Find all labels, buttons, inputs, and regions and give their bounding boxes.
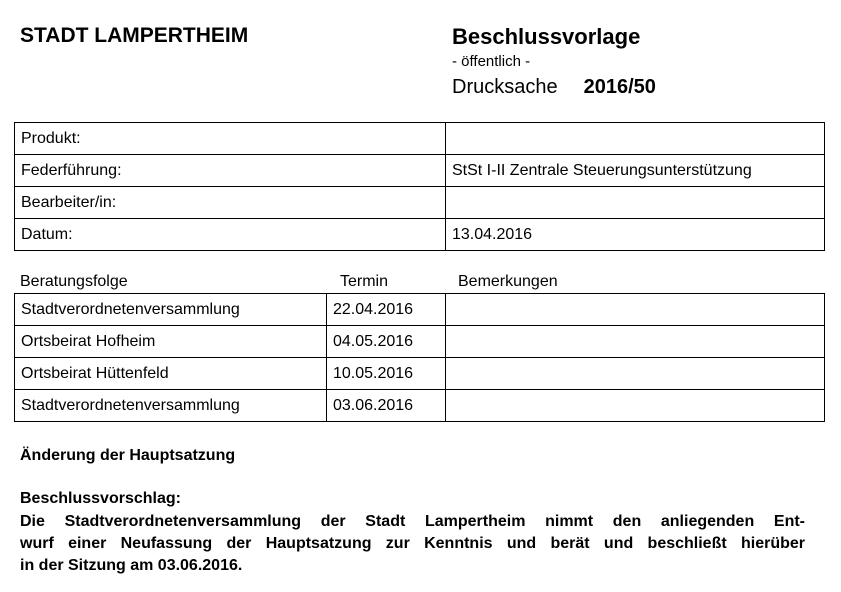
consultation-date: 04.05.2016 [327,326,446,358]
table-row [15,294,825,326]
info-label: Federführung: [15,155,446,187]
table-row [15,155,825,187]
consultation-body: Ortsbeirat Hofheim [15,326,327,358]
info-label: Produkt: [15,123,446,155]
table-row [15,123,825,155]
document-type: Beschlussvorlage [452,24,641,49]
consultation-remarks [446,294,825,326]
organization-name: STADT LAMPERTHEIM [20,24,249,47]
table-row [15,187,825,219]
proposal-label: Beschlussvorschlag: [20,490,181,507]
proposal-line: in der Sitzung am 03.06.2016. [20,557,243,574]
column-header-remarks: Bemerkungen [458,273,558,290]
proposal-line: wurf einer Neufassung der Hauptsatzung zur Kenntnis und berät und beschließt hierüber [20,535,805,552]
table-row [15,219,825,251]
consultation-remarks [446,390,825,422]
info-value: StSt I-II Zentrale Steuerungsunterstützung [446,155,825,187]
consultation-body: Stadtverordnetenversammlung [15,390,327,422]
info-value [446,187,825,219]
subject-heading: Änderung der Hauptsatzung [20,447,236,464]
consultation-body: Stadtverordnetenversammlung [15,294,327,326]
table-row [15,326,825,358]
consultation-remarks [446,358,825,390]
table-row [15,358,825,390]
consultation-body: Ortsbeirat Hüttenfeld [15,358,327,390]
consultation-remarks [446,326,825,358]
info-label: Datum: [15,219,446,251]
consultation-date: 22.04.2016 [327,294,446,326]
consultation-date: 03.06.2016 [327,390,446,422]
drucksache [452,76,656,99]
consultation-table [14,293,825,422]
info-value: 13.04.2016 [446,219,825,251]
info-value [446,123,825,155]
info-table [14,122,825,251]
column-header-date: Termin [340,273,389,290]
consultation-date: 10.05.2016 [327,358,446,390]
visibility-note: - öffentlich - [452,53,531,70]
table-row [15,390,825,422]
proposal-line: Die Stadtverordnetenversammlung der Stadt Lampertheim nimmt den anliegenden Ent- [20,513,805,530]
drucksache-label: Drucksache [452,76,558,98]
info-label: Bearbeiter/in: [15,187,446,219]
proposal-text [20,511,805,577]
drucksache-number: 2016/50 [583,76,656,98]
column-header-body: Beratungsfolge [20,273,128,290]
